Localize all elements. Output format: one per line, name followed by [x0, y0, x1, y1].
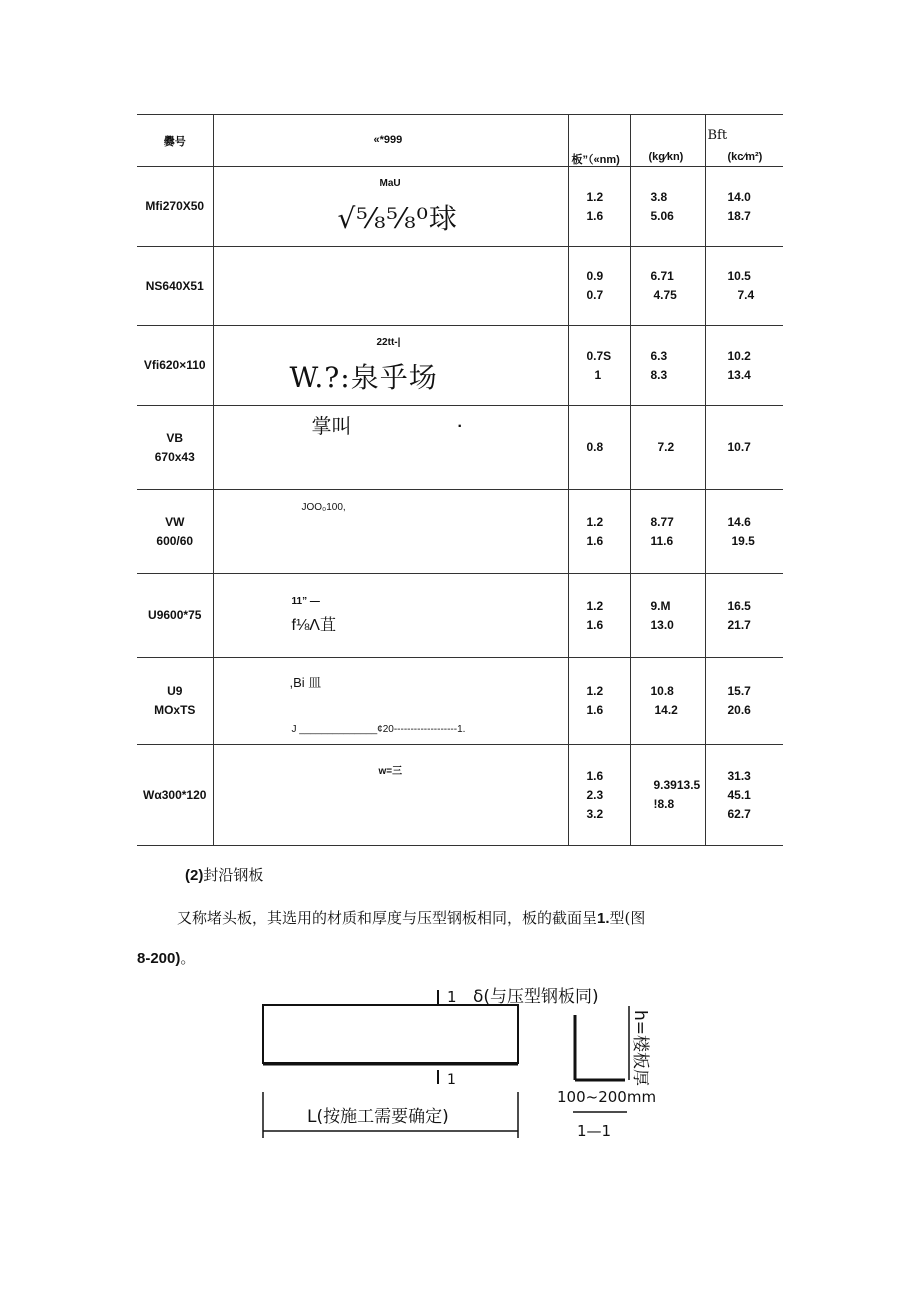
kgm2-cell — [705, 574, 783, 658]
thickness-value: 0.7 — [586, 288, 604, 302]
kgm2-value: 45.1 — [727, 787, 751, 802]
kgm-cell — [630, 326, 705, 406]
table-row — [137, 745, 783, 846]
model-text: 600/60 — [156, 533, 194, 548]
kgm-value: 11.6 — [650, 533, 674, 548]
table-row — [137, 490, 783, 574]
table-row — [137, 167, 783, 247]
kgm2-cell — [705, 745, 783, 846]
kgm-value: 6.71 — [650, 269, 674, 283]
kgm-value: !8.8 — [653, 797, 675, 811]
thickness-cell — [568, 326, 630, 406]
thickness-cell — [568, 167, 630, 247]
header-shape — [213, 115, 568, 167]
kgm2-value: 19.5 — [731, 533, 755, 548]
thickness-value: 1.6 — [586, 703, 604, 717]
model-cell — [137, 406, 213, 490]
thickness-value: 2.3 — [586, 787, 604, 802]
shape-bottom-label: J ______________¢20-------------------1. — [291, 724, 466, 735]
kgm-value: 3.8 — [650, 189, 668, 204]
model-text: 670x43 — [154, 449, 195, 464]
thickness-value: 1.6 — [586, 208, 604, 223]
section-heading-number: (2) — [185, 867, 204, 884]
kgm2-value: 13.4 — [727, 367, 751, 382]
kgm-cell — [630, 406, 705, 490]
shape-main-label: W.?:泉乎场 — [289, 361, 438, 394]
table-header-row — [137, 115, 783, 167]
header-kgm2-top-text: Bft — [707, 128, 728, 143]
header-kgm-text: (kg⁄kn) — [648, 151, 684, 163]
kgm-value: 9.M — [650, 598, 671, 613]
kgm-value: 5.06 — [650, 208, 674, 223]
model-text: Mfi270X50 — [145, 199, 205, 213]
thickness-value: 0.8 — [586, 440, 604, 454]
section-heading-text: 封沿钢板 — [203, 866, 264, 884]
shape-main-label: f⅛Λ苴 — [291, 617, 336, 634]
thickness-value: 1.2 — [586, 514, 604, 529]
body-paragraph-line-2 — [137, 947, 195, 968]
shape-cell — [213, 326, 568, 406]
model-cell — [137, 574, 213, 658]
paragraph-bold-text: 1. — [597, 910, 610, 927]
section-heading — [185, 864, 263, 885]
kgm2-value: 7.4 — [737, 288, 755, 302]
header-kgm2 — [705, 115, 783, 167]
kgm-value: 6.3 — [650, 348, 668, 363]
model-text: NS640X51 — [145, 278, 204, 293]
model-cell — [137, 167, 213, 247]
shape-cell — [213, 658, 568, 745]
kgm2-cell — [705, 490, 783, 574]
shape-main-label: 掌叫 — [311, 414, 352, 438]
thickness-value: 1.2 — [586, 684, 604, 698]
thickness-cell — [568, 745, 630, 846]
paragraph-text: 又称堵头板，其选用的材质和厚度与压型钢板相同，板的截面呈 — [177, 909, 598, 927]
length-label: L(按施工需要确定) — [307, 1107, 449, 1127]
shape-cell — [213, 167, 568, 247]
header-shape-text: «*999 — [373, 134, 403, 146]
kgm2-cell — [705, 658, 783, 745]
end-closure-plate-figure — [255, 980, 675, 1145]
kgm-cell — [630, 490, 705, 574]
kgm2-value: 15.7 — [727, 684, 751, 698]
kgm-value: 4.75 — [653, 288, 677, 302]
thickness-cell — [568, 658, 630, 745]
shape-cell — [213, 745, 568, 846]
kgm-value: 9.3913.5 — [653, 778, 701, 792]
kgm2-value: 14.6 — [727, 514, 751, 529]
kgm-value: 14.2 — [654, 703, 678, 717]
model-cell — [137, 326, 213, 406]
steel-deck-spec-table — [137, 114, 783, 846]
kgm-cell — [630, 745, 705, 846]
thickness-cell — [568, 406, 630, 490]
shape-cell — [213, 247, 568, 326]
section-view-label: 1—1 — [577, 1122, 612, 1140]
thickness-value: 0.7S — [586, 348, 612, 363]
leg-width-label: 100~200mm — [557, 1088, 657, 1106]
shape-cell — [213, 406, 568, 490]
kgm-value: 10.8 — [650, 684, 674, 698]
table-row — [137, 247, 783, 326]
model-text: MOxTS — [154, 703, 196, 717]
kgm2-cell — [705, 326, 783, 406]
kgm-cell — [630, 167, 705, 247]
kgm-cell — [630, 658, 705, 745]
thickness-value: 1.2 — [586, 598, 604, 613]
header-model — [137, 115, 213, 167]
thickness-value: 1 — [594, 367, 602, 382]
model-text: VB — [166, 430, 184, 445]
kgm2-value: 21.7 — [727, 617, 751, 632]
shape-top-label: 11” — — [291, 596, 320, 607]
header-kgm2-text: (kc⁄m²) — [727, 151, 763, 163]
thickness-cell — [568, 247, 630, 326]
model-cell — [137, 658, 213, 745]
kgm-value: 8.3 — [650, 367, 668, 382]
kgm2-value: 16.5 — [727, 598, 751, 613]
kgm2-value: 62.7 — [727, 806, 751, 821]
kgm2-value: 10.7 — [727, 440, 751, 454]
kgm-value: 13.0 — [650, 617, 674, 632]
paragraph-text: 。 — [180, 949, 196, 967]
kgm-value: 8.77 — [650, 514, 674, 529]
thickness-cell — [568, 490, 630, 574]
shape-cell — [213, 490, 568, 574]
paragraph-text: 型(图 — [609, 909, 646, 927]
shape-top-label: MaU — [379, 178, 401, 189]
kgm2-value: 18.7 — [727, 208, 751, 223]
model-cell — [137, 247, 213, 326]
model-text: Wα300*120 — [143, 787, 207, 802]
height-label: h=楼板厚 — [630, 1010, 650, 1087]
thickness-value: 1.2 — [586, 189, 604, 204]
section-marker-bottom: 1 — [447, 1072, 456, 1088]
table-row — [137, 326, 783, 406]
kgm2-value: 14.0 — [727, 189, 751, 204]
shape-main-label: √⁵⁄₈⁵⁄₈⁰球 — [337, 202, 458, 235]
table-row — [137, 406, 783, 490]
thickness-value: 1.6 — [586, 533, 604, 548]
kgm2-value: 20.6 — [727, 703, 751, 717]
thickness-value: 1.6 — [586, 617, 604, 632]
header-model-text: 爨号 — [163, 135, 186, 148]
body-paragraph-line-1 — [177, 907, 645, 928]
kgm2-cell — [705, 167, 783, 247]
thickness-value: 1.6 — [586, 768, 604, 783]
model-text: U9 — [167, 684, 183, 698]
model-text: Vfi620×110 — [143, 358, 206, 372]
kgm-cell — [630, 247, 705, 326]
shape-cell — [213, 574, 568, 658]
plate-elevation-rect — [263, 1005, 518, 1063]
model-text: VW — [165, 514, 185, 529]
header-thickness-text: 板”（«nm) — [571, 154, 620, 166]
kgm2-value: 10.5 — [727, 269, 751, 283]
table-row — [137, 574, 783, 658]
shape-top-label: ,Bi 皿 — [289, 675, 322, 690]
thickness-value: 3.2 — [586, 806, 604, 821]
kgm2-cell — [705, 247, 783, 326]
model-text: U9600*75 — [148, 608, 202, 622]
thickness-value: 0.9 — [586, 269, 604, 283]
kgm2-value: 31.3 — [727, 768, 751, 783]
header-thickness — [568, 115, 630, 167]
thickness-cell — [568, 574, 630, 658]
kgm-cell — [630, 574, 705, 658]
model-cell — [137, 490, 213, 574]
shape-top-label: 22tt-| — [376, 337, 401, 348]
kgm2-value: 10.2 — [727, 348, 751, 363]
shape-dot: . — [457, 414, 462, 431]
kgm2-cell — [705, 406, 783, 490]
thickness-label: δ(与压型钢板同) — [473, 987, 599, 1007]
table-row — [137, 658, 783, 745]
shape-top-label: w=三 — [378, 766, 403, 777]
header-kgm — [630, 115, 705, 167]
section-marker-top: 1 — [447, 988, 457, 1006]
model-cell — [137, 745, 213, 846]
shape-top-label: JOO₀100, — [301, 502, 346, 513]
paragraph-bold-text: 8-200) — [137, 950, 181, 967]
kgm-value: 7.2 — [657, 440, 675, 454]
